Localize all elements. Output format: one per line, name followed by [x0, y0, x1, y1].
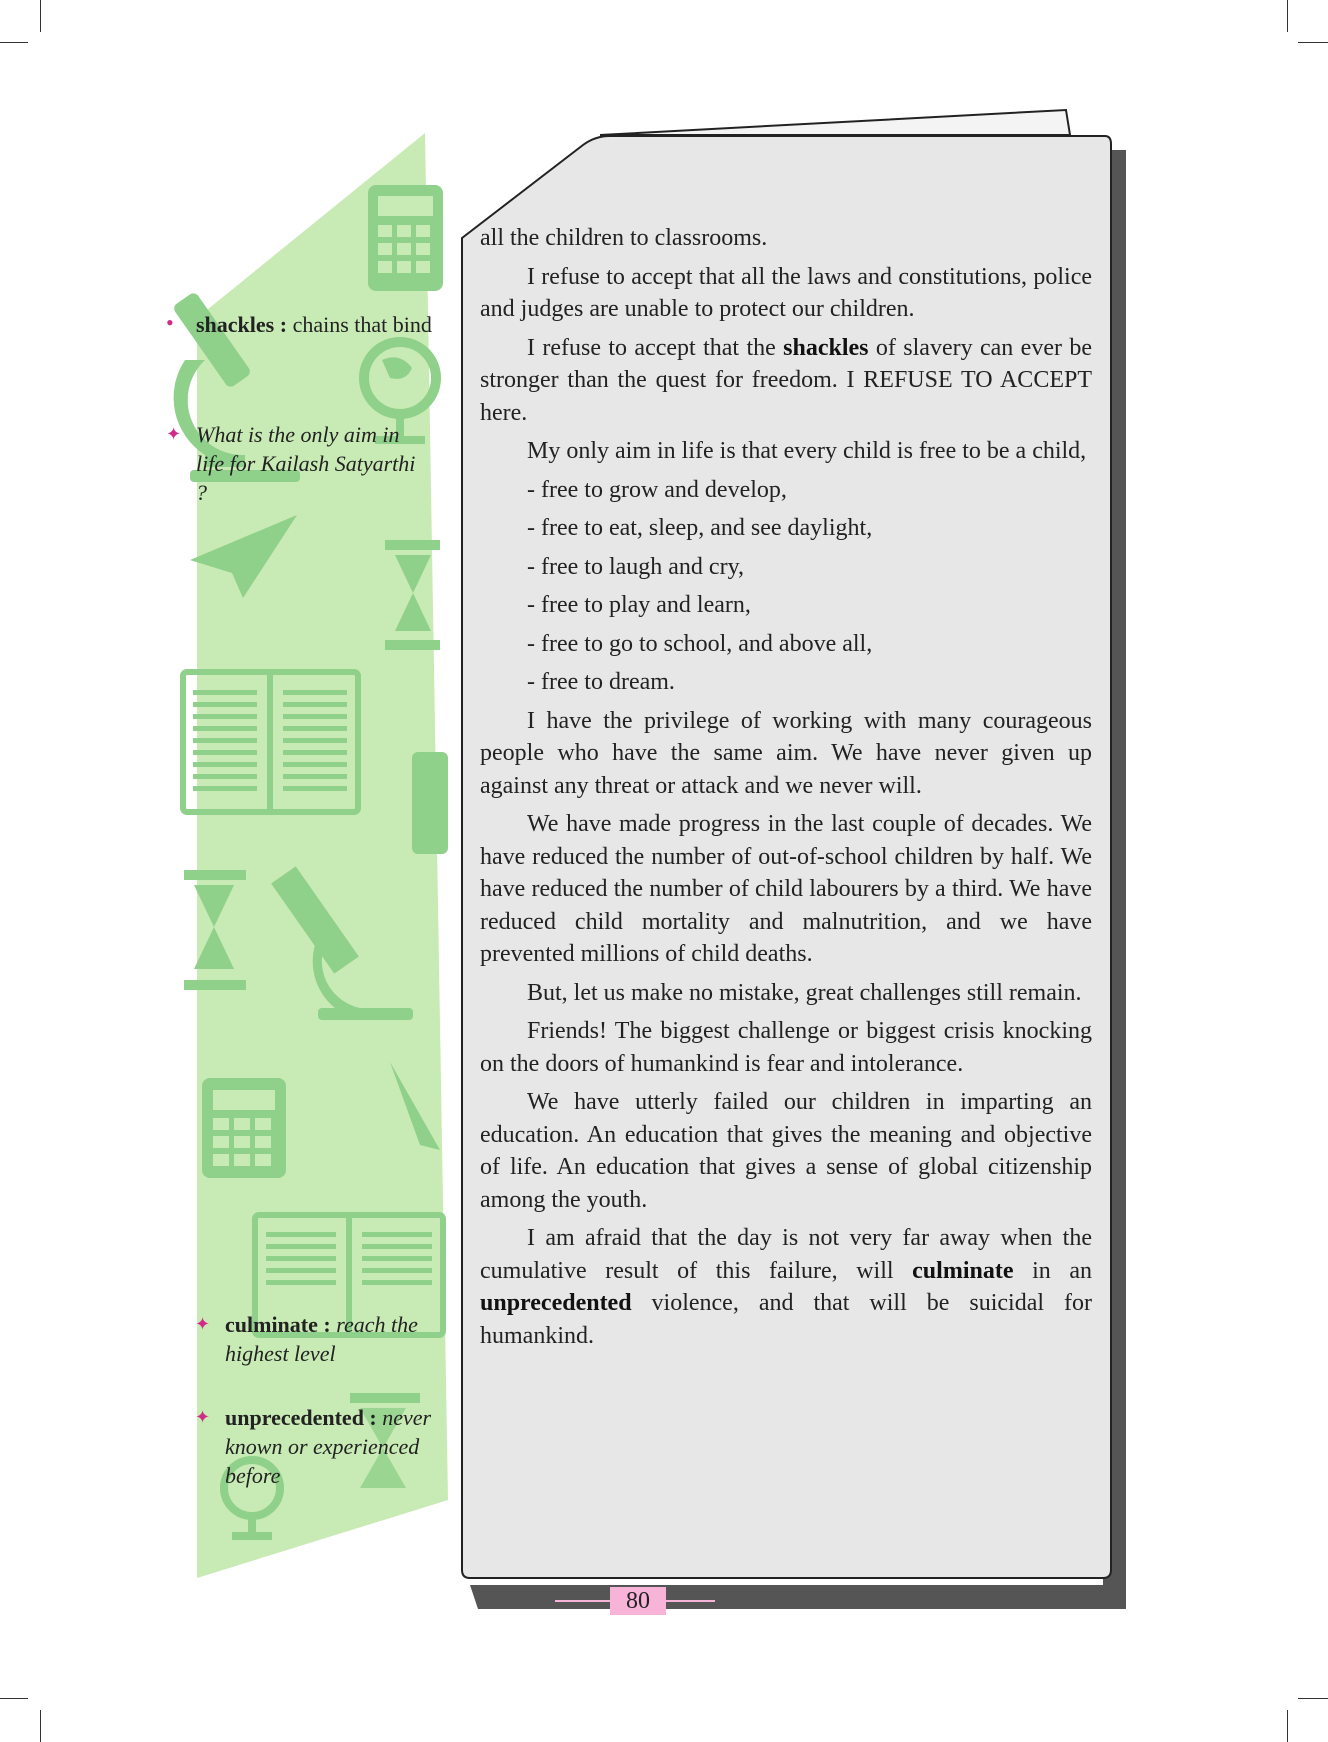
highlight-shackles: shackles	[783, 334, 869, 361]
glossary-term: unprecedented :	[225, 1405, 377, 1430]
glossary-term: culminate :	[225, 1312, 331, 1337]
freedom-list	[480, 474, 1092, 699]
list-item: - free to go to school, and above all,	[527, 630, 873, 657]
glossary-definition: chains that bind	[292, 312, 432, 337]
paragraph: We have made progress in the last couple of decades. We have reduced the number of out-of-school children by half. We have reduced the number of child labourers by a third. We have reduced child mortality and malnutrition, and we have prevented millions of child deaths.	[480, 811, 1092, 967]
highlight-culminate: culminate	[912, 1257, 1014, 1284]
paragraph: But, let us make no mistake, great challenges still remain.	[527, 979, 1082, 1006]
glossary-definition: never known or experienced before	[225, 1405, 432, 1488]
glossary-unprecedented	[195, 1403, 435, 1490]
star-icon: ✦	[195, 1314, 211, 1334]
paragraph: I am afraid that the day is not very far away when the cumulative result of this failure, will culminate in an unprecedented violence, and that will be suicidal for humankind.	[480, 1225, 1092, 1349]
paragraph: Friends! The biggest challenge or biggest crisis knocking on the doors of humankind is fear and intolerance.	[480, 1018, 1092, 1077]
list-item: - free to eat, sleep, and see daylight,	[527, 515, 873, 541]
list-item: - free to laugh and cry,	[527, 553, 745, 580]
list-item: - free to play and learn,	[527, 592, 751, 618]
paragraph: I have the privilege of working with many courageous people who have the same aim. We have never given up against any threat or attack and we never will.	[480, 707, 1092, 799]
list-item: - free to grow and develop,	[527, 476, 787, 503]
question-text: What is the only aim in life for Kailash Satyarthi ?	[196, 422, 416, 505]
star-icon: ✦	[195, 1407, 211, 1427]
bullet-icon: •	[166, 310, 174, 335]
list-item: - free to dream.	[527, 669, 675, 695]
paragraph: My only aim in life is that every child is free to be a child,	[527, 438, 1087, 464]
question-box	[166, 420, 431, 507]
star-icon: ✦	[166, 424, 182, 444]
paragraph: all the children to classrooms.	[480, 225, 768, 251]
glossary-definition: reach the highest level	[225, 1312, 418, 1366]
paragraph: I refuse to accept that all the laws and constitutions, police and judges are unable to protect our children.	[480, 263, 1092, 322]
glossary-shackles	[166, 310, 436, 339]
glossary-term: shackles :	[196, 312, 288, 337]
paragraph: I refuse to accept that the shackles of slavery can ever be stronger than the quest for freedom. I REFUSE TO ACCEPT here.	[480, 334, 1092, 426]
glossary-culminate	[195, 1310, 435, 1368]
highlight-unprecedented: unprecedented	[480, 1290, 632, 1316]
page-number: 80	[610, 1587, 666, 1615]
passage-text	[480, 222, 1092, 1358]
paragraph: We have utterly failed our children in imparting an education. An education that gives the meaning and objective of life. An education that gives a sense of global citizenship among the youth.	[480, 1089, 1092, 1213]
